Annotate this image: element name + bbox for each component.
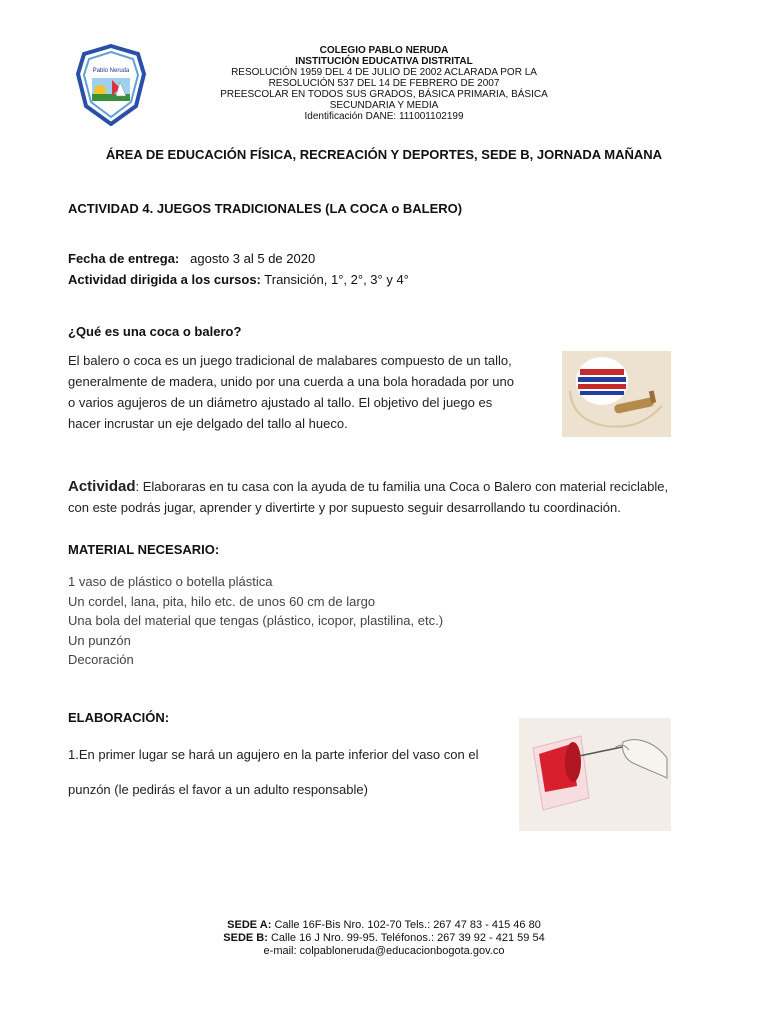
description-line: El balero o coca es un juego tradicional de malabares compuesto de un tallo,	[68, 353, 512, 368]
description-line: o varios agujeros de un diámetro ajustado al tallo. El objetivo del juego es	[68, 395, 493, 410]
footer-email: e-mail: colpabloneruda@educacionbogota.gov.co	[263, 945, 505, 957]
footer	[150, 919, 618, 958]
cup-punch-image	[519, 718, 671, 831]
description-line: generalmente de madera, unido por una cuerda a una bola horadada por uno	[68, 374, 514, 389]
what-is-description	[68, 350, 558, 434]
delivery-value: agosto 3 al 5 de 2020	[190, 251, 316, 266]
balero-toy-image	[562, 351, 671, 437]
activity-text-2: con este podrás jugar, aprender y divertirte y por supuesto seguir desarrollando tu coordinación.	[68, 500, 621, 515]
elaboration-title: ELABORACIÓN:	[68, 710, 170, 725]
materials-title: MATERIAL NECESARIO:	[68, 542, 220, 557]
list-item: Una bola del material que tengas (plástico, icopor, plastilina, etc.)	[68, 613, 444, 628]
description-line: hacer incrustar un eje delgado del tallo al hueco.	[68, 416, 348, 431]
courses-label: Actividad dirigida a los cursos:	[68, 272, 261, 287]
footer-sede-a	[150, 919, 618, 932]
step-1-line-a: 1.En primer lugar se hará un agujero en la parte inferior del vaso con el	[68, 747, 479, 762]
activity-title: ACTIVIDAD 4. JUEGOS TRADICIONALES (LA COCA o BALERO)	[68, 201, 463, 216]
list-item: 1 vaso de plástico o botella plástica	[68, 574, 273, 589]
resolution-line-1: RESOLUCIÓN 1959 DEL 4 DE JULIO DE 2002 ACLARADA POR LA	[231, 67, 537, 78]
activity-text-1: : Elaboraras en tu casa con la ayuda de tu familia una Coca o Balero con material reciclable,	[135, 479, 669, 494]
school-header	[150, 45, 618, 122]
activity-paragraph	[68, 476, 708, 518]
dane-id: Identificación DANE: 111001102199	[304, 111, 464, 122]
list-item: Decoración	[68, 652, 134, 667]
area-title: ÁREA DE EDUCACIÓN FÍSICA, RECREACIÓN Y DEPORTES, SEDE B, JORNADA MAÑANA	[105, 147, 663, 162]
resolution-line-2: RESOLUCIÓN 537 DEL 14 DE FEBRERO DE 2007	[268, 78, 500, 89]
step-1-line-b: punzón (le pedirás el favor a un adulto responsable)	[68, 782, 368, 797]
delivery-label: Fecha de entrega:	[68, 251, 180, 266]
sede-a-address: Calle 16F-Bis Nro. 102-70 Tels.: 267 47 83 - 415 46 80	[274, 919, 541, 931]
materials-list	[68, 572, 568, 670]
activity-line-1	[68, 476, 708, 497]
sede-b-address: Calle 16 J Nro. 99-95. Teléfonos.: 267 39 92 - 421 59 54	[270, 932, 545, 944]
school-name: COLEGIO PABLO NERUDA	[319, 45, 449, 56]
courses-value: Transición, 1°, 2°, 3° y 4°	[264, 272, 409, 287]
svg-text:Pablo Neruda: Pablo Neruda	[92, 68, 130, 74]
activity-label: Actividad	[68, 478, 136, 495]
institution-name: INSTITUCIÓN EDUCATIVA DISTRITAL	[295, 56, 473, 67]
levels-line-2: SECUNDARIA Y MEDIA	[329, 100, 439, 111]
delivery-date	[68, 249, 315, 268]
sede-a-label: SEDE A:	[227, 919, 272, 931]
footer-sede-b	[150, 932, 618, 945]
list-item: Un punzón	[68, 632, 131, 648]
what-is-question: ¿Qué es una coca o balero?	[68, 324, 242, 339]
target-courses	[68, 270, 409, 289]
school-crest-logo	[76, 44, 146, 126]
sede-b-label: SEDE B:	[223, 932, 268, 944]
list-item: Un cordel, lana, pita, hilo etc. de unos 60 cm de largo	[68, 593, 376, 609]
levels-line-1: PREESCOLAR EN TODOS SUS GRADOS, BÁSICA PRIMARIA, BÁSICA	[220, 89, 548, 100]
